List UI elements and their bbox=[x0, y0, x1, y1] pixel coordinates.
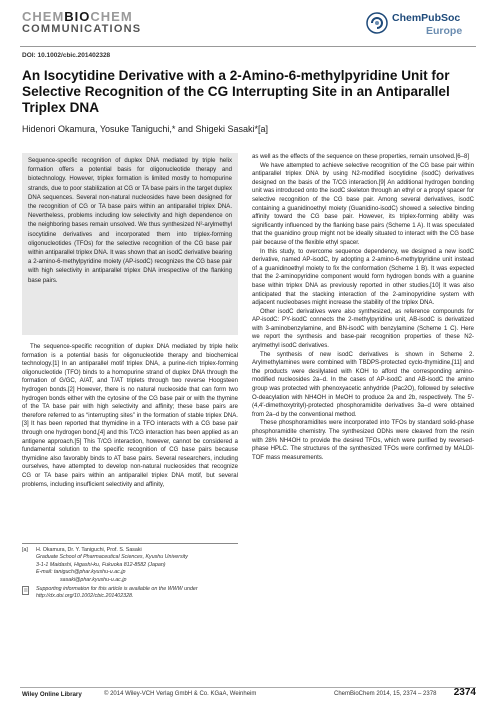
body-column-right bbox=[252, 153, 474, 462]
article-title: An Isocytidine Derivative with a 2-Amino-6-methylpyridine Unit for Selective Recognition of the CG Interrupting Site in an Antiparallel Triplex DNA bbox=[22, 68, 450, 115]
publisher-logo bbox=[366, 10, 476, 44]
document-icon bbox=[22, 586, 36, 601]
footnote-rule bbox=[22, 543, 238, 544]
journal-section: COMMUNICATIONS bbox=[22, 23, 142, 35]
paragraph: as well as the effects of the sequence on these properties, remain unsolved.[6–8] bbox=[252, 154, 470, 160]
body-column-left bbox=[22, 343, 238, 489]
wiley-online-library-link[interactable]: Wiley Online Library bbox=[22, 691, 82, 698]
paragraph: These phosphoramidites were incorporated into TFOs by standard solid-phase phosphoramidite chemistry. The synthesized ODNs were cleaved from the resin with 28% NH4OH to provide the desired TFOs, which were purified by reversed-phase HPLC. The structures of the synthesized TFOs were confirmed by MALDI-TOF mass measurements. bbox=[252, 420, 474, 461]
header-rule bbox=[20, 46, 476, 47]
footnote-line: H. Okamura, Dr. Y. Taniguchi, Prof. S. Sasaki bbox=[36, 547, 142, 553]
page-footer bbox=[22, 687, 476, 701]
publisher-name: ChemPubSoc bbox=[392, 12, 461, 24]
footer-rule bbox=[20, 687, 476, 688]
paragraph: In this study, to overcome sequence dependency, we designed a new isodC derivative, named AP-isodC, by adopting a 2-amino-6-methylpyridine unit instead of a guanidinoethyl moiety to fix the conformation (Scheme 1 B). It was expected that the 2-aminopyridine component would form hydrogen bonds with a guanine base within triplex DNA as previously reported in other studies.[10] It was also anticipated that the stacking interaction of the 2-aminopyridine system with adjacent nucleobases might increase the stability of the triplex DNA. bbox=[252, 248, 474, 307]
doi: DOI: 10.1002/cbic.201402328 bbox=[22, 52, 111, 59]
supporting-info-text[interactable]: Supporting information for this article is available on the WWW under http://dx.doi.org/10.1002/cbic.201402328. bbox=[36, 586, 198, 600]
paragraph: The sequence-specific recognition of duplex DNA mediated by triple helix formation is a potential basis for oligonucleotide therapy and biochemical technology.[1] In an antiparallel motif triplex DNA, a purine-rich triplex-forming oligonucleotide (TFO) binds to a homopurine strand of duplex DNA through the formation of G/GC, A/AT, and T/AT triplets through two reverse Hoogsteen hydrogen bonds.[2] However, there is no natural nucleoside that can form two hydrogen bonds either with the cytosine of the CG base pair or with the thymine of the TA base pair with high selectivity and affinity; these base pairs are therefore referred to as “interrupting sites” in the formation of stable triplex DNA.[3] It has been reported that thymidine in a TFO interacts with a CG base pair through one hydrogen bond,[4] and this T/CG interaction has been applied as an antigene approach.[5] This T/CG interaction, however, cannot be considered a fundamental solution to the specific recognition of CG base pairs because thymidine also favorably binds to AT base pairs. Several researchers, including ourselves, have attempted to develop non-natural nucleosides that recognize CG or TA base pairs within an antiparallel triplex DNA motif, but several problems, including insufficient selectivity and affinity, bbox=[22, 344, 238, 488]
journal-reference: ChemBioChem 2014, 15, 2374 – 2378 bbox=[334, 691, 437, 697]
footnote-line: 3-1-1 Maidashi, Higashi-ku, Fukuoka 812-8582 (Japan) bbox=[36, 561, 166, 568]
paragraph: The synthesis of new isodC derivatives is shown in Scheme 2. Arylmethylamines were combined with TBDPS-protected cyclo-thymidine,[11] and the products were desilylated with KOH to afford the corresponding amino-modified nucleosides 2a–d. In the cases of AP-isodC and AB-isodC the amino group was protected with phenoxyacetic anhydride (Pac2O), followed by selective O-deacylation with NH4OH in MeOH to produce 2a and 2b, respectively. The 5′-(4,4′-dimethoxytrityl)-protected phosphoramidite derivatives 3a–d were obtained from 2a–d by the conventional method. bbox=[252, 351, 474, 418]
abstract: Sequence-specific recognition of duplex DNA mediated by triple helix formation offers a potential basis for oligonucleotide therapy and biotechnology. However, triplex formation is limited mostly to homopurine strands, due to poor stabilization at CG or TA base pairs in the target duplex DNA sequences. Several non-natural nucleosides have been designed for the recognition of CG or TA base pairs within an antiparallel triplex DNA. Nevertheless, problems including low selectivity and high dependence on the neighboring bases remain unsolved. We thus synthesized N²-arylmethyl isocytidine derivatives and incorporated them into triplex-forming oligonucleotides (TFOs) for the selective recognition of the CG base pair within antiparallel triplex DNA. It was shown that an isodC derivative bearing a 2-amino-6-methylpyridine moiety (AP-isodC) recognizes the CG base pair with high selectivity in antiparallel triplex DNA irrespective of the flanking base pairs. bbox=[22, 153, 238, 335]
authors: Hidenori Okamura, Yosuke Taniguchi,* and Shigeki Sasaki*[a] bbox=[22, 124, 268, 134]
journal-name bbox=[22, 10, 141, 23]
publisher-region: Europe bbox=[426, 25, 463, 37]
footnote-line[interactable]: sasaki@phar.kyushu-u.ac.jp bbox=[60, 576, 127, 583]
copyright: © 2014 Wiley-VCH Verlag GmbH & Co. KGaA, Weinheim bbox=[104, 691, 257, 697]
journal-name-part: CHEM bbox=[22, 9, 65, 24]
footnote-line[interactable]: E-mail: taniguch@phar.kyushu-u.ac.jp bbox=[36, 569, 126, 576]
journal-header bbox=[22, 10, 141, 36]
footnote-line: Graduate School of Pharmaceutical Sciences, Kyushu University bbox=[36, 554, 188, 561]
chempubsoc-logo-icon bbox=[366, 12, 388, 34]
paragraph: We have attempted to achieve selective recognition of the CG base pair within antiparallel triplex DNA by using N2-modified isocytidine (isodC) derivatives designed on the basis of the T/CG interaction.[9] An additional hydrogen bonding unit was introduced onto the isodC skeleton through an ethyl or a propyl spacer for selective recognition of the CG base pair. Among several derivatives, isodC containing a guanidinoethyl moiety (Guanidino-isodC) showed a selective binding affinity toward the CG base pair. However, its triplex-forming ability was significantly influenced by the flanking base pairs (Scheme 1 A). It was speculated that the guanidino group might not be ideally situated to interact with the CG base pair because of the flexible ethyl spacer. bbox=[252, 162, 474, 246]
journal-name-part: CHEM bbox=[90, 9, 133, 24]
page-number: 2374 bbox=[453, 687, 476, 698]
supporting-info bbox=[22, 586, 238, 601]
journal-name-part: BIO bbox=[64, 9, 91, 24]
paragraph: Other isodC derivatives were also synthesized, as reference compounds for AP-isodC: PY-isodC connects the 2-methylpyridine unit, AB-isodC is derivatized with 3-aminobenzylamine, and BN-isodC with benzylamine (Scheme 1 C). Here we report the synthesis and base-pair recognition properties of these N2-arylmethyl isodC derivatives. bbox=[252, 308, 474, 350]
affiliation-footnote bbox=[22, 547, 238, 601]
footnote-label: [a] bbox=[22, 547, 28, 553]
